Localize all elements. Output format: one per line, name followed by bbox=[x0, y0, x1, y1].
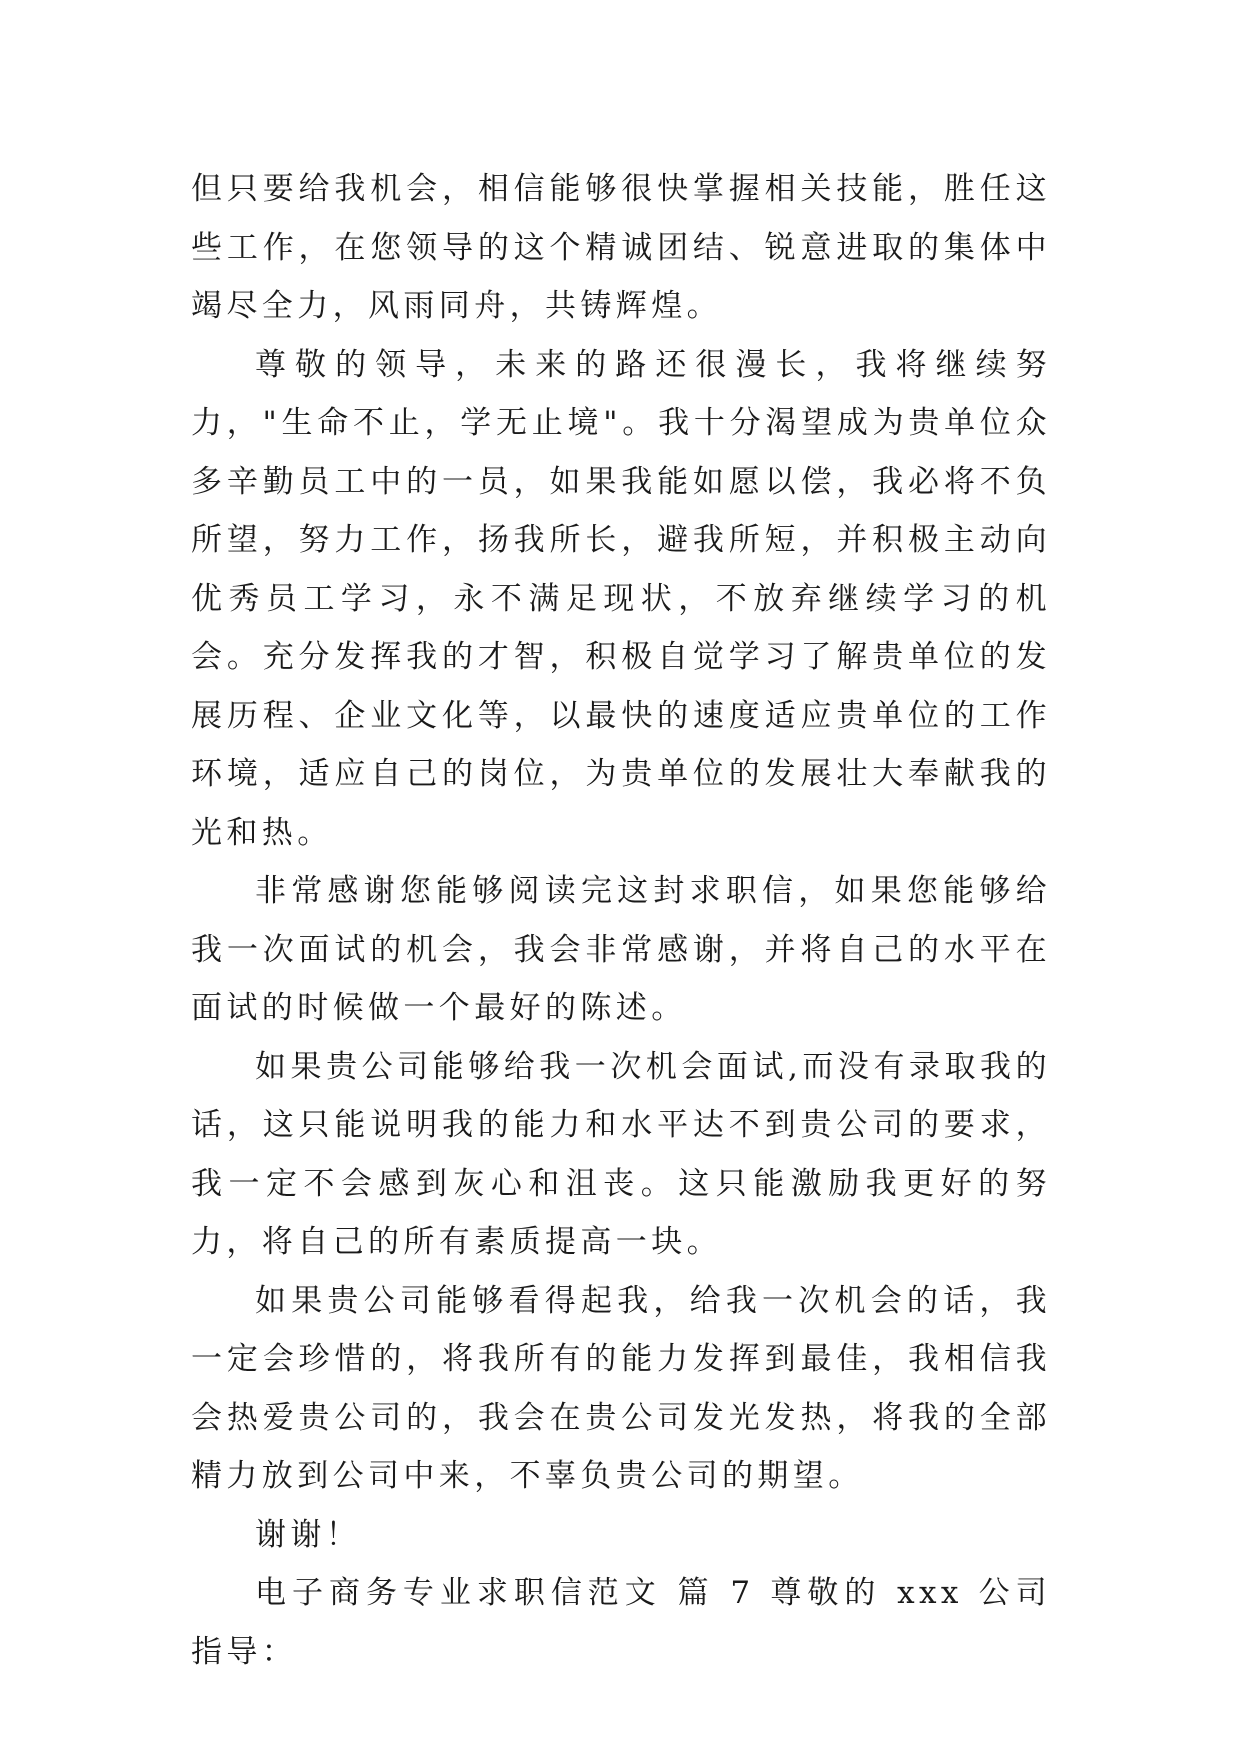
paragraph-future-commitment: 尊敬的领导，未来的路还很漫长，我将继续努力，"生命不止，学无止境"。我十分渴望成为贵单位众多辛勤员工中的一员，如果我能如愿以偿，我必将不负所望，努力工作，扬我所长，避我所短，并积极主动向优秀员工学习，永不满足现状，不放弃继续学习的机会。充分发挥我的才智，积极自觉学习了解贵单位的发展历程、企业文化等，以最快的速度适应贵单位的工作环境，适应自己的岗位，为贵单位的发展壮大奉献我的光和热。 bbox=[191, 346, 1051, 851]
paragraph-thanks-reading: 非常感谢您能够阅读完这封求职信，如果您能够给我一次面试的机会，我会非常感谢，并将自己的水平在面试的时候做一个最好的陈述。 bbox=[191, 873, 1051, 1026]
paragraph-if-not-hired: 如果贵公司能够给我一次机会面试,而没有录取我的话，这只能说明我的能力和水平达不到贵公司的要求，我一定不会感到灰心和沮丧。这只能激励我更好的努力，将自己的所有素质提高一块。 bbox=[191, 1048, 1051, 1260]
paragraph-continuation: 但只要给我机会，相信能够很快掌握相关技能，胜任这些工作，在您领导的这个精诚团结、锐意进取的集体中竭尽全力，风雨同舟，共铸辉煌。 bbox=[191, 171, 1051, 324]
paragraph-thank-you: 谢谢！ bbox=[255, 1516, 362, 1553]
document-body bbox=[191, 160, 1051, 1681]
paragraph-next-letter-heading: 电子商务专业求职信范文 篇 7 尊敬的 xxx 公司指导： bbox=[191, 1575, 1051, 1670]
paragraph-if-hired: 如果贵公司能够看得起我，给我一次机会的话，我一定会珍惜的，将我所有的能力发挥到最佳，我相信我会热爱贵公司的，我会在贵公司发光发热，将我的全部精力放到公司中来，不辜负贵公司的期望。 bbox=[191, 1282, 1051, 1494]
